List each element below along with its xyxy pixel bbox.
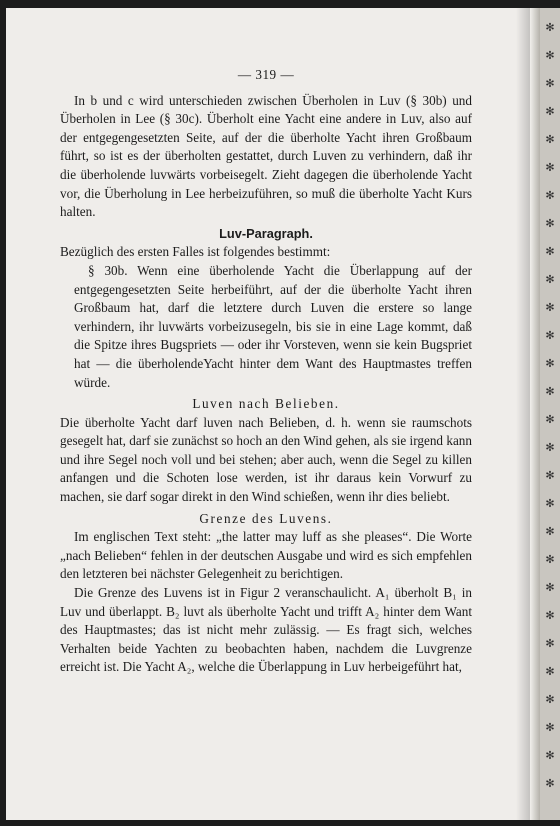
paragraph-english-text: Im englischen Text steht: „the latter may luff as she pleases“. Die Worte „nach Belieben“ fehlen in der deutschen Ausgabe und wird es sich empfehlen den letzteren bei nächster Gelegenheit zu berichtigen. [60,529,472,582]
paragraph-figure-2: Die Grenze des Luvens ist in Figur 2 veranschaulicht. A₁ überholt B₁ in Luv und überlappt. B₂ luvt als überholte Yacht und trifft A₂ hinter dem Want des Hauptmastes; das ist nicht mehr zulässig. — Es fragt sich, welches Verhalten beide Yachten zu beobachten haben, nachdem die Luvgrenze erreicht ist. Die Yacht A₂, welche die Überlappung in Luv herbeigeführt hat, [60,585,472,675]
heading-luv-paragraph: Luv-Paragraph. [219,225,313,241]
paragraph-intro: In b und c wird unterschieden zwischen Überholen in Luv (§ 30b) und Überholen in Lee (§ 30c). Überholt eine Yacht eine andere in Luv, also auf der entgegengesetzten Seite, auf der die überholte Yacht ihren Großbaum führt, so ist es der überholten gestattet, durch Luven zu verhindern, daß ihr die überholende luvwärts vorbeisegelt. Zieht dagegen die überholende Yacht vor, die Überholung in Lee herbeizuführen, so muß die überholte Yacht Kurs halten. [60,92,472,220]
paragraph-rule-30b: § 30b. Wenn eine überholende Yacht die Überlappung auf der entgegengesetzten Seite herbeiführt, auf der die überholte Yacht ihren Großbaum hat, darf die letztere durch Luven die erstere so lange verhindern, ihr luvwärts vorbeizusegeln, bis sie in eine Lage kommt, daß die Spitze ihres Bugspriets — oder ihr Vorsteven, wenn sie kein Bugspriet hat — die überholendeYacht hinter dem Want des Hauptmastes treffen würde. [74,262,472,390]
paragraph-statement: Bezüglich des ersten Falles ist folgendes bestimmt: [60,244,331,260]
book-spine [530,8,560,820]
page-text [60,66,472,677]
paragraph-luven: Die überholte Yacht darf luven nach Belieben, d. h. wenn sie raumschots gesegelt hat, darf sie zunächst so hoch an den Wind gehen, als sie irgend kann und ihre Segel noch voll und bei stehen; aber auch, wenn die Segel zu killen anfangen und die Schoten lose werden, ist ihr daraus kein Vorwurf zu machen, sie darf sogar direkt in den Wind schießen, wenn ihr dies beliebt. [60,414,472,505]
page-number: — 319 — [237,67,295,82]
spine-ornament-icons: ✻ ✻ ✻ ✻ ✻ ✻ ✻ ✻ ✻ ✻ ✻ ✻ ✻ ✻ ✻ ✻ ✻ ✻ ✻ ✻ ✻ ✻ ✻ ✻ ✻ ✻ ✻ ✻ [545,21,555,790]
heading-luven-nach-belieben: Luven nach Belieben. [192,396,340,412]
spine-fade [530,8,540,820]
heading-grenze-des-luvens: Grenze des Luvens. [199,510,333,526]
page-edge-shadow [516,8,530,820]
